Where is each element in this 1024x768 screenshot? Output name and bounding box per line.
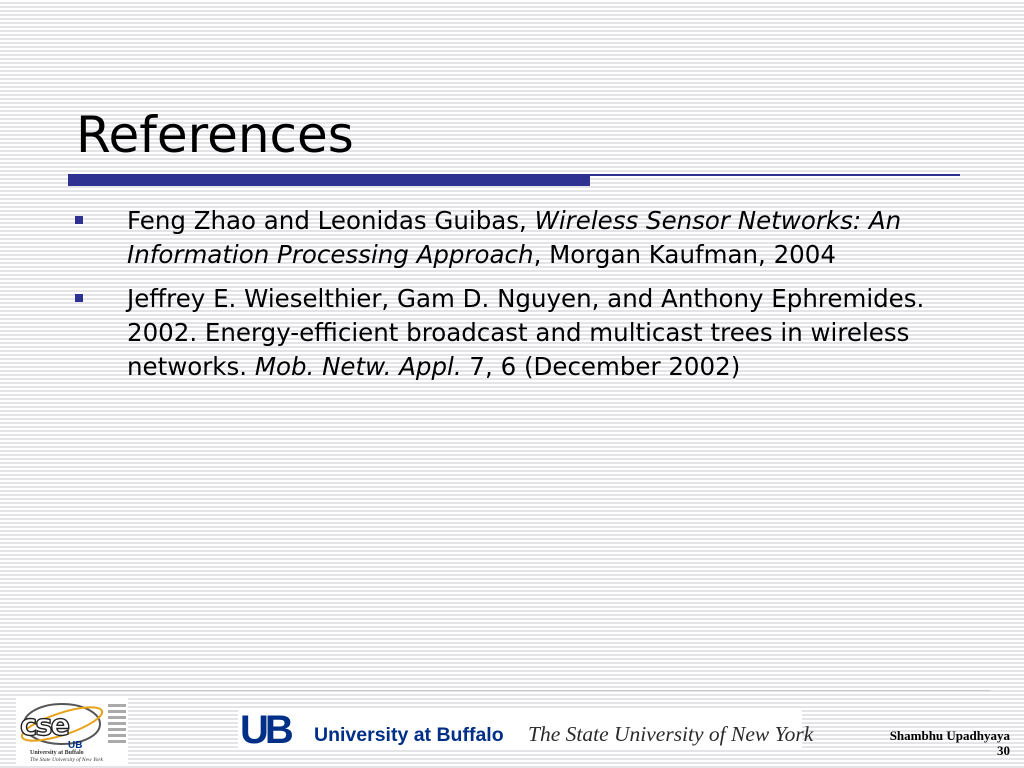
slide-page-number: 30 <box>997 743 1010 758</box>
ub-logo-tagline: The State University of New York <box>528 722 814 746</box>
cse-logo-line1: University at Buffalo <box>30 750 84 756</box>
slide-title: References <box>76 106 354 164</box>
cse-wordmark: cse <box>20 708 69 742</box>
title-underline-thin <box>590 174 960 176</box>
svg-text:UB: UB <box>240 710 290 746</box>
slide-author: Shambhu Upadhyaya <box>889 728 1010 743</box>
square-bullet-icon <box>75 294 83 302</box>
cse-logo-line2: The State University of New York <box>30 757 103 763</box>
ub-monogram-icon <box>240 710 308 746</box>
reference-volume: 7, 6 (December 2002) <box>461 352 741 381</box>
reference-journal: Mob. Netw. Appl. <box>254 352 462 381</box>
reference-authors: Jeffrey E. Wieselthier, Gam D. Nguyen, and Anthony Ephremides. 2002. Energy-efficient broadcast and multicast trees in wireless networks. <box>127 284 925 381</box>
cse-logo <box>16 698 128 766</box>
reference-authors: Feng Zhao and Leonidas Guibas, <box>127 206 535 235</box>
footer-divider <box>40 690 990 691</box>
title-underline-thick <box>68 174 590 186</box>
reference-item <box>74 282 954 384</box>
square-bullet-icon <box>75 216 83 224</box>
svg-text:UB: UB <box>68 740 83 750</box>
reference-publisher: , Morgan Kaufman, 2004 <box>533 240 836 269</box>
reference-book-title: Wireless Sensor Networks: An Information Processing Approach <box>127 206 902 269</box>
ub-logo-name: University at Buffalo <box>314 724 504 746</box>
reference-list <box>74 204 954 394</box>
reference-item <box>74 204 954 272</box>
